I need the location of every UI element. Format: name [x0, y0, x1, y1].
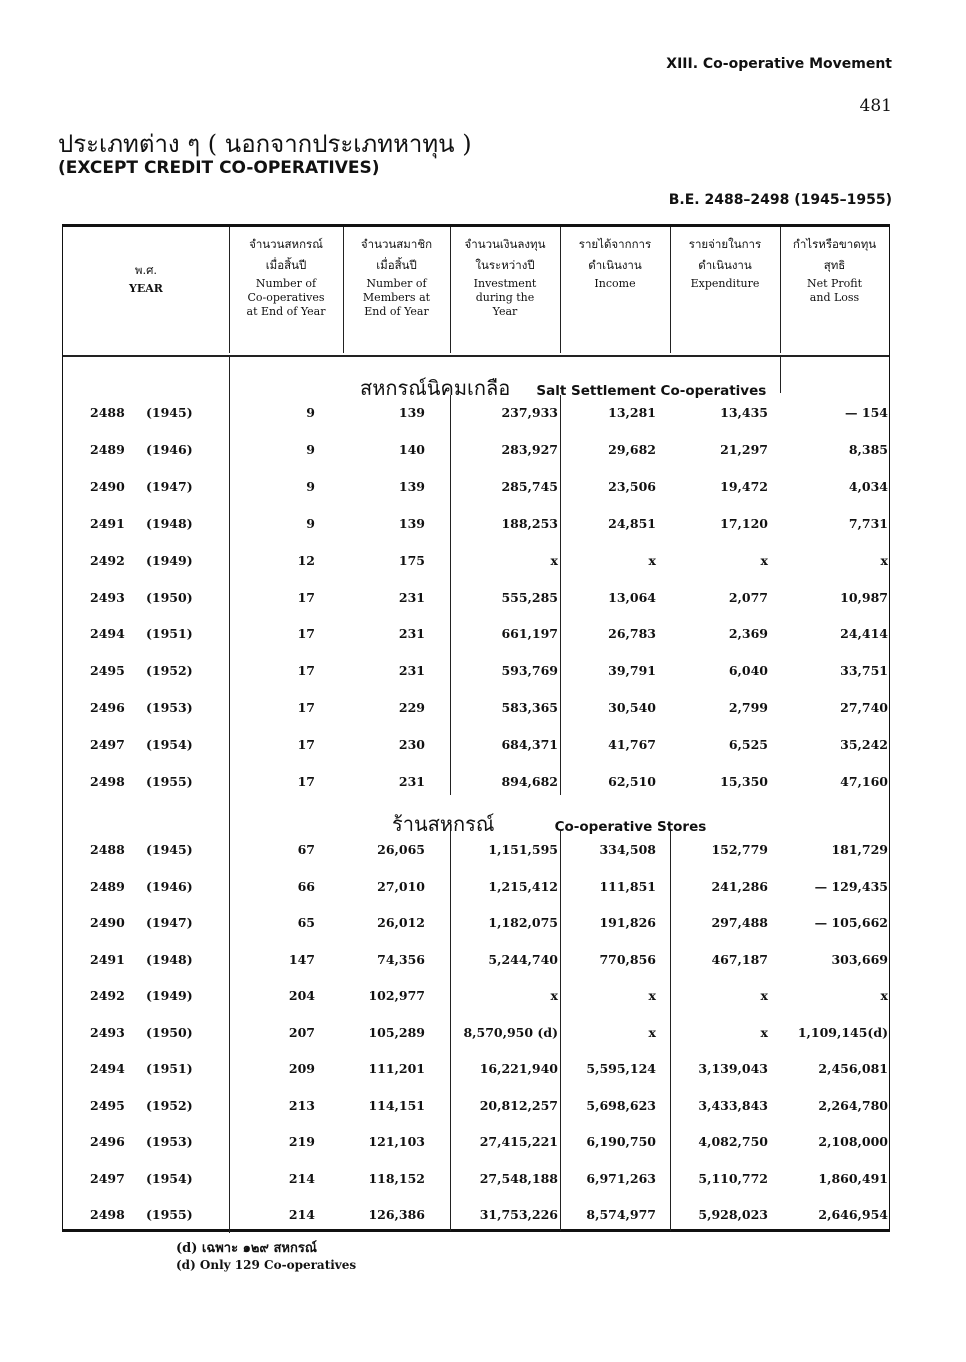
- table-row: [0, 1171, 966, 1195]
- header-members-en-1: Number of: [366, 277, 427, 290]
- cell-investment: 5,244,740: [488, 951, 558, 967]
- cell-coops: 9: [306, 478, 315, 494]
- cell-net: 2,456,081: [818, 1061, 888, 1076]
- cell-expenditure: 13,435: [720, 405, 768, 420]
- cell-coops: 17: [297, 700, 315, 716]
- cell-members: 126,386: [368, 1207, 425, 1222]
- cell-income: 13,064: [608, 589, 656, 605]
- cell-expenditure: 2,077: [728, 589, 768, 605]
- cell-be: 2498: [90, 774, 125, 789]
- cell-income: x: [648, 1024, 656, 1040]
- cell-coops: 209: [288, 1061, 315, 1076]
- cell-expenditure: 152,779: [711, 842, 768, 857]
- cell-investment: 1,151,595: [488, 842, 558, 857]
- cell-be: 2488: [90, 405, 125, 420]
- cell-expenditure: x: [760, 988, 768, 1003]
- footnote-english: (d) Only 129 Co-operatives: [176, 1258, 357, 1272]
- cell-members: 231: [398, 774, 425, 789]
- cell-coops: 12: [297, 552, 315, 568]
- cell-expenditure: 3,433,843: [698, 1097, 768, 1113]
- cell-ad: (1947): [146, 478, 193, 494]
- header-net-profit: [780, 235, 889, 305]
- cell-coops: 17: [297, 663, 315, 679]
- cell-ad: (1948): [146, 515, 193, 531]
- header-expenditure-thai-2: ดำเนินงาน: [698, 258, 752, 272]
- table-row: [0, 879, 966, 903]
- table-row: [0, 626, 966, 650]
- cell-net: 2,108,000: [818, 1134, 888, 1149]
- cell-members: 175: [398, 552, 425, 568]
- section-title-english: Salt Settlement Co-operatives: [536, 383, 767, 399]
- cell-coops: 17: [297, 589, 315, 605]
- header-members: [343, 235, 450, 319]
- cell-net: 2,264,780: [818, 1097, 888, 1113]
- header-rule: [63, 355, 889, 357]
- cell-net: — 154: [845, 405, 888, 420]
- cell-investment: 684,371: [501, 737, 558, 753]
- cell-investment: 188,253: [501, 515, 558, 531]
- cell-ad: (1950): [146, 1024, 193, 1040]
- cell-net: 1,109,145(d): [797, 1024, 888, 1040]
- cell-net: x: [880, 552, 888, 568]
- header-year: [63, 261, 229, 296]
- table-row: [0, 1207, 966, 1231]
- cell-coops: 147: [288, 951, 315, 967]
- table-row: [0, 774, 966, 798]
- cell-be: 2496: [90, 700, 125, 716]
- cell-members: 231: [398, 663, 425, 679]
- cell-expenditure: 5,110,772: [698, 1170, 768, 1186]
- cell-members: 230: [398, 737, 425, 753]
- header-members-en-3: End of Year: [364, 305, 429, 318]
- column-divider: [780, 357, 781, 393]
- table-row: [0, 700, 966, 724]
- cell-income: 8,574,977: [586, 1207, 656, 1222]
- table-row: [0, 663, 966, 687]
- cell-ad: (1945): [146, 405, 193, 420]
- cell-investment: x: [550, 988, 558, 1003]
- table-row: [0, 952, 966, 976]
- cell-expenditure: 17,120: [720, 515, 768, 531]
- cell-members: 118,152: [368, 1170, 425, 1186]
- header-expenditure: [670, 235, 780, 291]
- cell-expenditure: 3,139,043: [698, 1061, 768, 1076]
- header-coops-thai-1: จำนวนสหกรณ์: [249, 237, 323, 251]
- cell-coops: 66: [297, 878, 315, 894]
- cell-investment: 555,285: [501, 589, 558, 605]
- cell-net: 1,860,491: [818, 1170, 888, 1186]
- cell-members: 111,201: [368, 1061, 425, 1076]
- cell-income: 41,767: [608, 737, 656, 753]
- table-row: [0, 442, 966, 466]
- cell-ad: (1955): [146, 774, 193, 789]
- cell-expenditure: 5,928,023: [698, 1207, 768, 1222]
- header-expenditure-en-1: Expenditure: [690, 277, 760, 290]
- cell-be: 2493: [90, 1024, 125, 1040]
- cell-income: 29,682: [608, 441, 656, 457]
- table-row: [0, 1134, 966, 1158]
- cell-income: x: [648, 552, 656, 568]
- cell-members: 102,977: [368, 988, 425, 1003]
- section-title-stores: [392, 808, 706, 840]
- cell-be: 2497: [90, 737, 125, 753]
- cell-members: 105,289: [368, 1024, 425, 1040]
- cell-investment: x: [550, 552, 558, 568]
- cell-expenditure: 15,350: [720, 774, 768, 789]
- cell-be: 2497: [90, 1170, 125, 1186]
- cell-expenditure: 467,187: [711, 951, 768, 967]
- table-row: [0, 1061, 966, 1085]
- cell-investment: 31,753,226: [479, 1207, 558, 1222]
- cell-net: 33,751: [840, 663, 888, 679]
- cell-income: 5,698,623: [586, 1097, 656, 1113]
- cell-income: 39,791: [608, 663, 656, 679]
- cell-coops: 219: [288, 1134, 315, 1149]
- header-income-en-1: Income: [594, 277, 636, 290]
- cell-be: 2493: [90, 589, 125, 605]
- cell-investment: 8,570,950 (d): [463, 1024, 558, 1040]
- cell-income: 13,281: [608, 405, 656, 420]
- header-coops: [229, 235, 343, 319]
- period-label: B.E. 2488–2498 (1945–1955): [668, 192, 892, 208]
- cell-net: x: [880, 988, 888, 1003]
- header-net-profit-thai-1: กำไรหรือขาดทุน: [792, 237, 877, 251]
- section-title-thai: สหกรณ์นิคมเกลือ: [360, 376, 511, 400]
- cell-investment: 27,415,221: [479, 1134, 558, 1149]
- header-investment-en-1: Investment: [473, 277, 537, 290]
- cell-members: 231: [398, 626, 425, 642]
- cell-members: 114,151: [368, 1097, 425, 1113]
- header-expenditure-thai-1: รายจ่ายในการ: [688, 237, 762, 251]
- cell-coops: 214: [288, 1170, 315, 1186]
- cell-ad: (1946): [146, 441, 193, 457]
- table-row: [0, 1098, 966, 1122]
- cell-income: 30,540: [608, 700, 656, 716]
- cell-investment: 237,933: [501, 405, 558, 420]
- cell-expenditure: 6,525: [728, 737, 768, 753]
- cell-ad: (1952): [146, 1097, 193, 1113]
- cell-coops: 9: [306, 515, 315, 531]
- cell-coops: 9: [306, 441, 315, 457]
- header-members-thai-2: เมื่อสิ้นปี: [376, 258, 417, 272]
- table-row: [0, 516, 966, 540]
- section-title-salt: [360, 372, 766, 404]
- cell-ad: (1952): [146, 663, 193, 679]
- cell-net: — 129,435: [814, 878, 888, 894]
- cell-net: 181,729: [831, 842, 888, 857]
- cell-members: 74,356: [377, 951, 425, 967]
- cell-income: 23,506: [608, 478, 656, 494]
- table-row: [0, 915, 966, 939]
- cell-net: 24,414: [840, 626, 888, 642]
- table-row: [0, 553, 966, 577]
- cell-investment: 1,182,075: [488, 915, 558, 930]
- cell-net: 7,731: [848, 515, 888, 531]
- cell-coops: 9: [306, 405, 315, 420]
- table-row: [0, 737, 966, 761]
- cell-members: 139: [398, 478, 425, 494]
- cell-ad: (1951): [146, 1061, 193, 1076]
- page-title-thai: ประเภทต่าง ๆ ( นอกจากประเภทหาทุน ): [58, 130, 472, 158]
- header-investment-thai-2: ในระหว่างปี: [475, 258, 535, 272]
- cell-coops: 65: [297, 915, 315, 930]
- cell-ad: (1953): [146, 700, 193, 716]
- cell-coops: 214: [288, 1207, 315, 1222]
- table-row: [0, 479, 966, 503]
- header-coops-en-3: at End of Year: [246, 305, 326, 318]
- cell-investment: 285,745: [501, 478, 558, 494]
- cell-investment: 27,548,188: [479, 1170, 558, 1186]
- cell-net: 8,385: [848, 441, 888, 457]
- cell-expenditure: 297,488: [711, 915, 768, 930]
- cell-income: 26,783: [608, 626, 656, 642]
- header-income-thai-2: ดำเนินงาน: [588, 258, 642, 272]
- header-investment-thai-1: จำนวนเงินลงทุน: [464, 237, 546, 251]
- header-net-profit-thai-2: สุทธิ: [823, 258, 846, 272]
- cell-ad: (1950): [146, 589, 193, 605]
- cell-net: 303,669: [831, 951, 888, 967]
- cell-coops: 204: [288, 988, 315, 1003]
- cell-expenditure: 2,799: [728, 700, 768, 716]
- cell-investment: 593,769: [501, 663, 558, 679]
- cell-expenditure: 2,369: [728, 626, 768, 642]
- cell-investment: 894,682: [501, 774, 558, 789]
- cell-be: 2489: [90, 878, 125, 894]
- cell-investment: 20,812,257: [479, 1097, 558, 1113]
- cell-net: 35,242: [840, 737, 888, 753]
- cell-income: 770,856: [599, 951, 656, 967]
- cell-income: 191,826: [599, 915, 656, 930]
- footnote-thai: (d) เฉพาะ ๑๒๙ สหกรณ์: [176, 1241, 317, 1256]
- cell-members: 229: [398, 700, 425, 716]
- cell-coops: 17: [297, 626, 315, 642]
- cell-be: 2491: [90, 951, 125, 967]
- cell-income: 5,595,124: [586, 1061, 656, 1076]
- cell-investment: 661,197: [501, 626, 558, 642]
- cell-members: 139: [398, 515, 425, 531]
- cell-expenditure: x: [760, 552, 768, 568]
- cell-ad: (1954): [146, 737, 193, 753]
- cell-members: 139: [398, 405, 425, 420]
- section-title-english: Co-operative Stores: [554, 819, 707, 835]
- cell-expenditure: 241,286: [711, 878, 768, 894]
- cell-be: 2495: [90, 1097, 125, 1113]
- cell-expenditure: 6,040: [728, 663, 768, 679]
- cell-ad: (1947): [146, 915, 193, 930]
- cell-investment: 1,215,412: [488, 878, 558, 894]
- cell-income: 24,851: [608, 515, 656, 531]
- cell-net: 47,160: [840, 774, 888, 789]
- header-members-thai-1: จำนวนสมาชิก: [360, 237, 433, 251]
- cell-members: 26,012: [377, 915, 425, 930]
- cell-be: 2491: [90, 515, 125, 531]
- cell-be: 2495: [90, 663, 125, 679]
- cell-members: 140: [398, 441, 425, 457]
- cell-income: x: [648, 988, 656, 1003]
- header-coops-thai-2: เมื่อสิ้นปี: [265, 258, 307, 272]
- cell-coops: 17: [297, 774, 315, 789]
- cell-ad: (1949): [146, 988, 193, 1003]
- cell-income: 334,508: [599, 842, 656, 857]
- header-year-thai: พ.ศ.: [134, 263, 158, 277]
- cell-income: 62,510: [608, 774, 656, 789]
- cell-net: 27,740: [840, 700, 888, 716]
- cell-members: 26,065: [377, 842, 425, 857]
- table-row: [0, 1025, 966, 1049]
- cell-investment: 16,221,940: [479, 1061, 558, 1076]
- cell-members: 231: [398, 589, 425, 605]
- cell-investment: 283,927: [501, 441, 558, 457]
- footnotes: [176, 1240, 356, 1274]
- cell-ad: (1946): [146, 878, 193, 894]
- cell-expenditure: 4,082,750: [698, 1134, 768, 1149]
- cell-be: 2490: [90, 915, 125, 930]
- cell-net: — 105,662: [814, 915, 888, 930]
- cell-members: 121,103: [368, 1134, 425, 1149]
- cell-be: 2490: [90, 478, 125, 494]
- cell-ad: (1949): [146, 552, 193, 568]
- table-row: [0, 988, 966, 1012]
- cell-income: 6,971,263: [586, 1170, 656, 1186]
- cell-be: 2488: [90, 842, 125, 857]
- cell-be: 2496: [90, 1134, 125, 1149]
- header-members-en-2: Members at: [362, 291, 431, 304]
- cell-coops: 207: [288, 1024, 315, 1040]
- cell-ad: (1948): [146, 951, 193, 967]
- header-coops-en-2: Co-operatives: [247, 291, 325, 304]
- header-investment-en-3: Year: [492, 305, 518, 318]
- cell-expenditure: 19,472: [720, 478, 768, 494]
- cell-ad: (1955): [146, 1207, 193, 1222]
- cell-members: 27,010: [377, 878, 425, 894]
- cell-be: 2494: [90, 626, 125, 642]
- cell-coops: 213: [288, 1097, 315, 1113]
- section-title-thai: ร้านสหกรณ์: [392, 812, 495, 836]
- cell-net: 4,034: [848, 478, 888, 494]
- table-row: [0, 405, 966, 429]
- page-number: 481: [859, 96, 892, 116]
- table-row: [0, 590, 966, 614]
- cell-ad: (1954): [146, 1170, 193, 1186]
- header-coops-en-1: Number of: [255, 277, 317, 290]
- cell-coops: 67: [297, 842, 315, 857]
- header-investment: [450, 235, 560, 319]
- cell-net: 10,987: [840, 589, 888, 605]
- section-header: XIII. Co-operative Movement: [666, 56, 892, 72]
- cell-investment: 583,365: [501, 700, 558, 716]
- cell-be: 2492: [90, 552, 125, 568]
- header-net-profit-en-1: Net Profit: [806, 277, 863, 290]
- cell-income: 111,851: [599, 878, 656, 894]
- cell-income: 6,190,750: [586, 1134, 656, 1149]
- header-income: [560, 235, 670, 291]
- header-income-thai-1: รายได้จากการ: [578, 237, 652, 251]
- cell-be: 2492: [90, 988, 125, 1003]
- header-investment-en-2: during the: [475, 291, 535, 304]
- header-year-english: YEAR: [129, 282, 163, 295]
- cell-be: 2494: [90, 1061, 125, 1076]
- cell-ad: (1945): [146, 842, 193, 857]
- cell-net: 2,646,954: [818, 1207, 888, 1222]
- table-row: [0, 842, 966, 866]
- page-title-english: (EXCEPT CREDIT CO-OPERATIVES): [58, 158, 380, 178]
- cell-be: 2489: [90, 441, 125, 457]
- cell-be: 2498: [90, 1207, 125, 1222]
- cell-expenditure: x: [760, 1024, 768, 1040]
- cell-ad: (1951): [146, 626, 193, 642]
- cell-coops: 17: [297, 737, 315, 753]
- header-net-profit-en-2: and Loss: [809, 291, 860, 304]
- cell-ad: (1953): [146, 1134, 193, 1149]
- cell-expenditure: 21,297: [720, 441, 768, 457]
